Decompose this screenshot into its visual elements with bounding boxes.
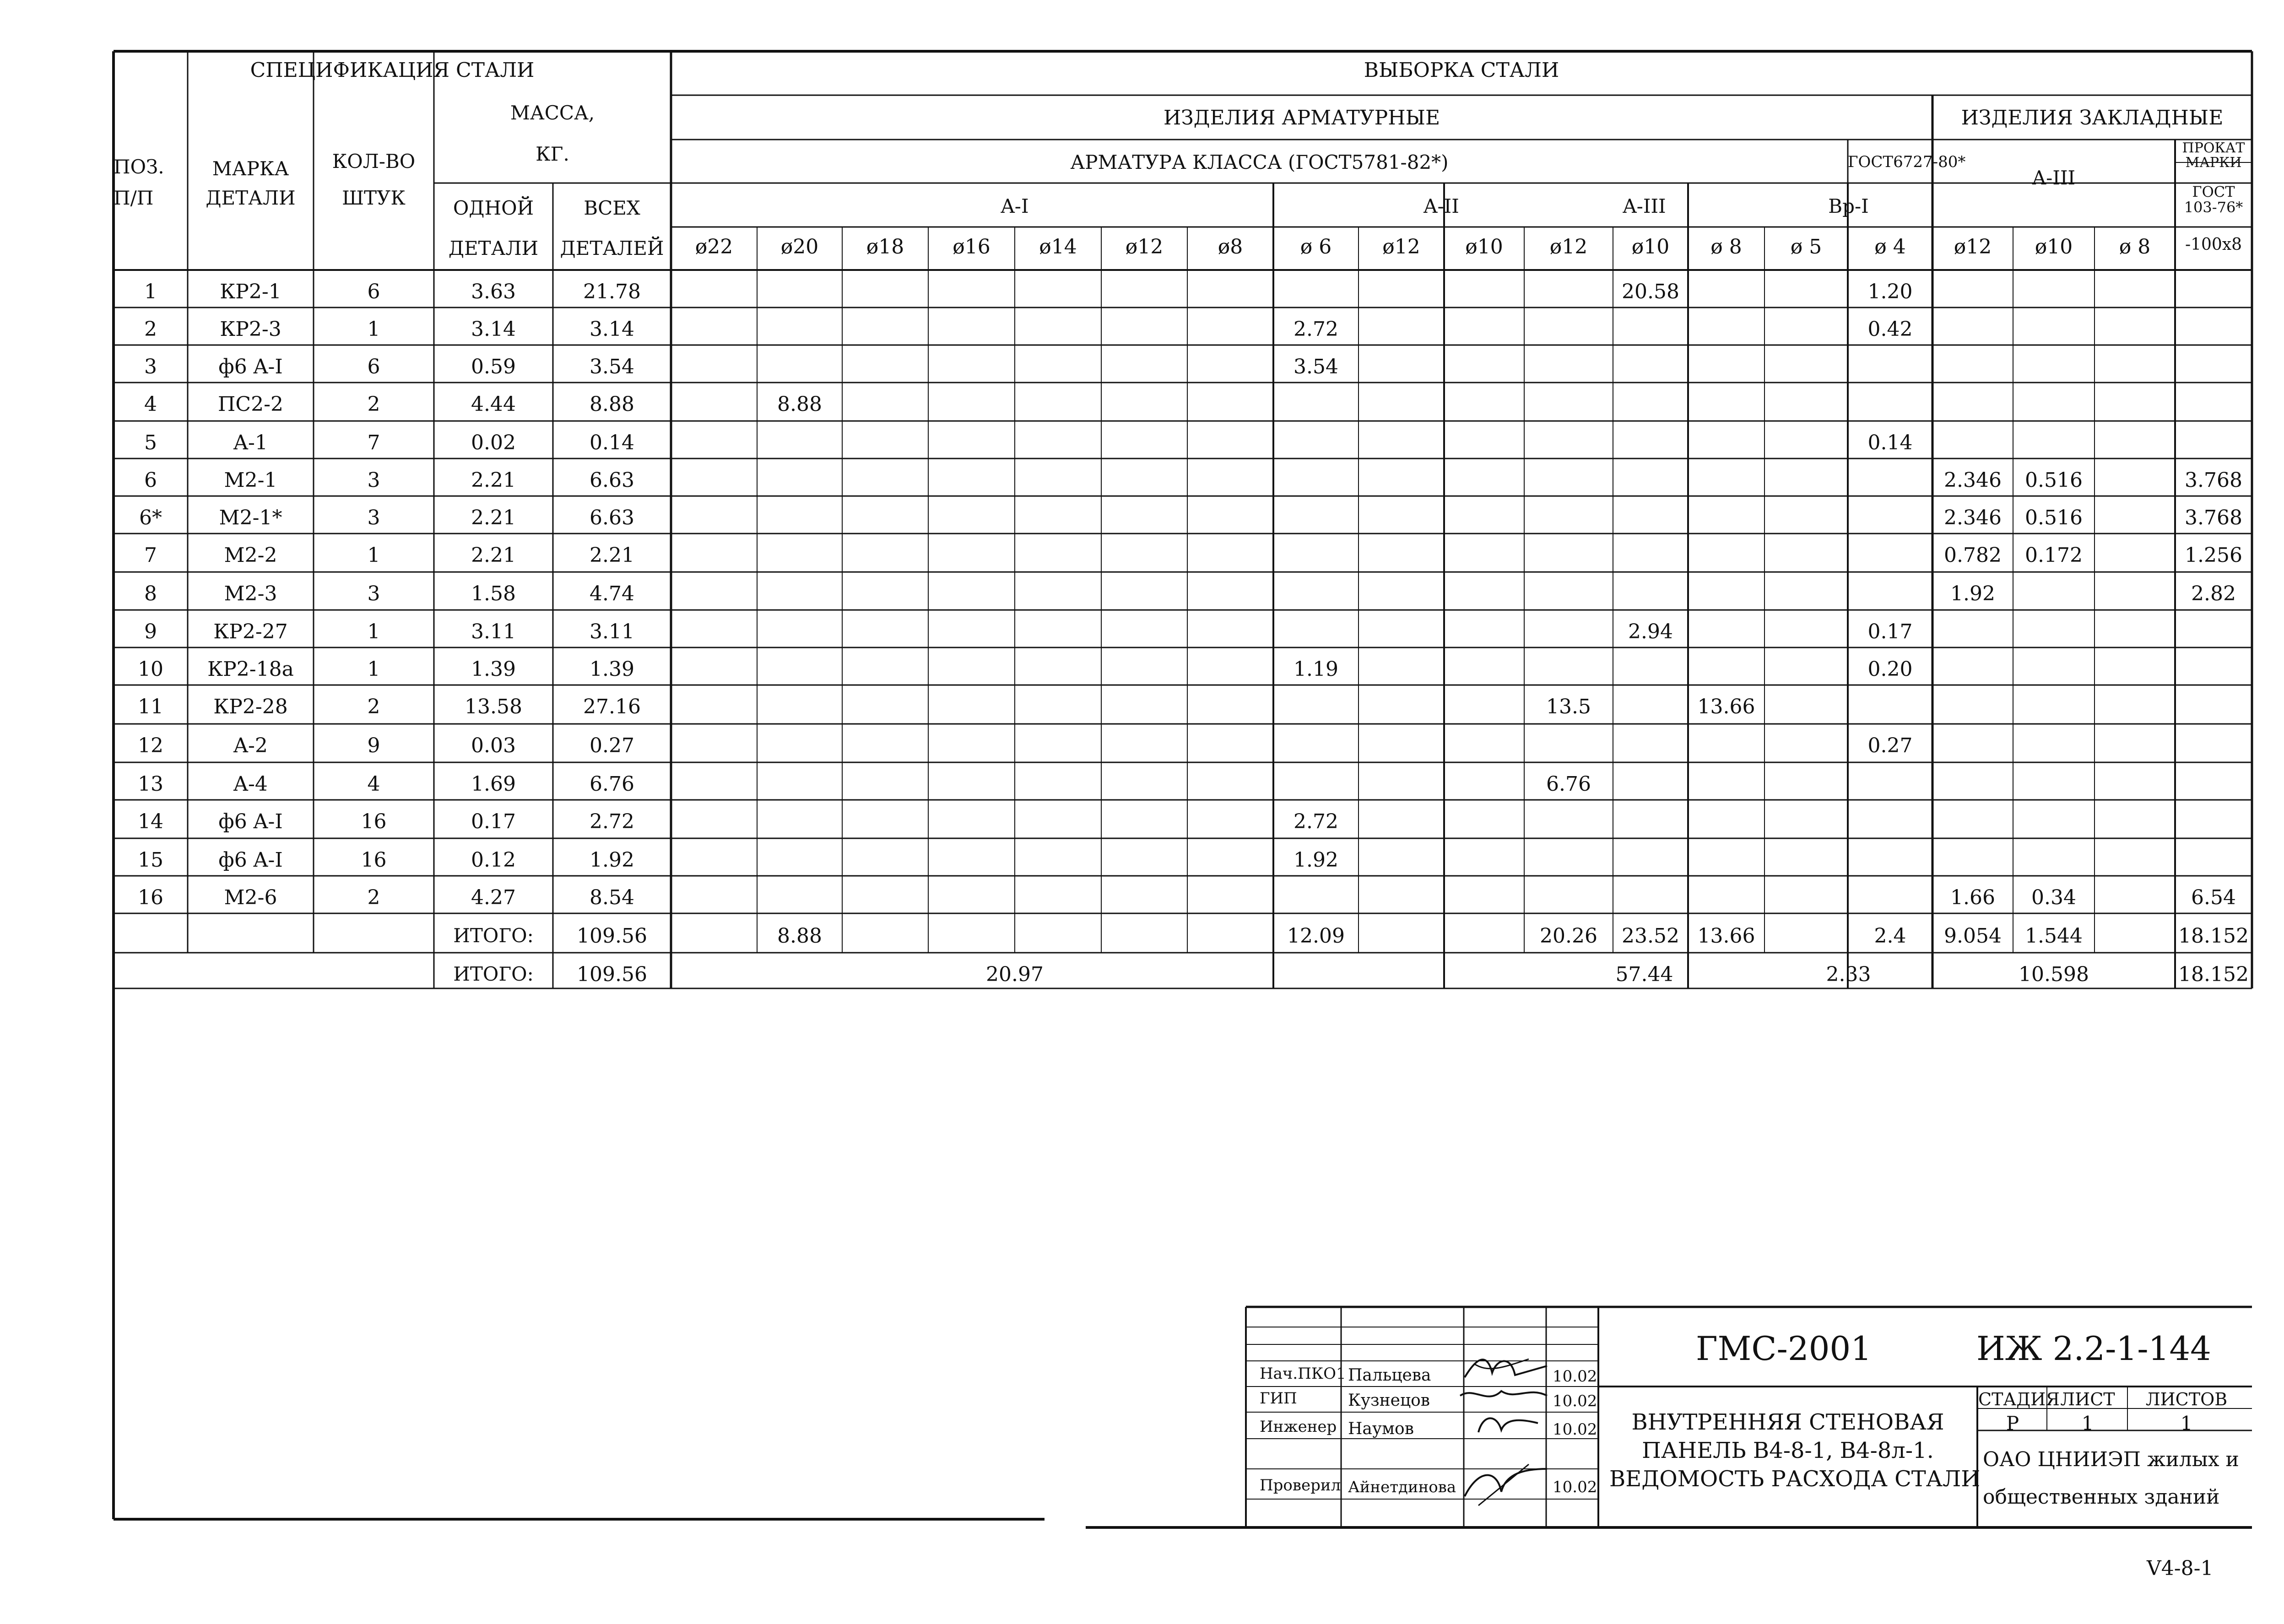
row-4-col-19: 0.14 [1867, 431, 1913, 454]
class-a3: A-III [1623, 195, 1666, 217]
row-4-col-2: 7 [367, 431, 380, 454]
diameter-18: -100x8 [2185, 235, 2242, 254]
total-bp1: 2.33 [1826, 963, 1871, 986]
gost103-label-1: ГОСТ [2192, 183, 2235, 200]
tb-name-1: Пальцева [1348, 1366, 1431, 1385]
col-mark-label-1: МАРКА [212, 157, 289, 180]
row-16-col-21: 0.34 [2031, 886, 2076, 909]
total-a3: 57.44 [1615, 963, 1673, 986]
gost103-label-2: 103-76* [2184, 199, 2243, 216]
row-16-col-4: 8.54 [590, 886, 634, 909]
row-8-col-0: 8 [144, 582, 157, 605]
row-6-col-21: 0.516 [2025, 506, 2083, 529]
org-code: ГМС-2001 [1696, 1329, 1872, 1368]
row-9-col-1: КР2-27 [213, 620, 288, 643]
row-5-col-3: 2.21 [471, 469, 516, 492]
row-5-col-2: 3 [367, 469, 380, 492]
row-13-col-0: 13 [138, 772, 163, 796]
row-5-col-4: 6.63 [590, 469, 634, 492]
row-3-col-0: 4 [144, 393, 157, 416]
stage-value: Р [2006, 1412, 2019, 1435]
row-16-col-1: M2-6 [224, 886, 277, 909]
tb-name-3: Наумов [1348, 1419, 1414, 1438]
row-3-col-6: 8.88 [777, 393, 822, 416]
row-10-col-1: КР2-18а [207, 658, 294, 681]
subtotal-col-15: 9.054 [1944, 924, 2002, 948]
row-13-col-4: 6.76 [590, 772, 634, 796]
tb-name-5: Айнетдинова [1348, 1478, 1456, 1496]
row-15-col-2: 16 [361, 848, 387, 872]
row-11-col-3: 13.58 [465, 695, 522, 718]
row-8-col-23: 2.82 [2191, 582, 2236, 605]
row-12-col-19: 0.27 [1867, 734, 1913, 757]
diameter-2: ø18 [866, 235, 904, 259]
sample-title: ВЫБОРКА СТАЛИ [1364, 59, 1559, 82]
diameter-7: ø 6 [1300, 235, 1332, 259]
sheet-value: 1 [2081, 1412, 2094, 1435]
row-14-col-1: ф6 A-I [218, 810, 283, 833]
row-9-col-16: 2.94 [1628, 620, 1673, 643]
diameter-5: ø12 [1125, 235, 1164, 259]
subtotal-col-12: 13.66 [1697, 924, 1755, 948]
row-6-col-3: 2.21 [471, 506, 516, 529]
col-pos-label-1: ПОЗ. [114, 156, 164, 178]
row-7-col-20: 0.782 [1944, 544, 2002, 567]
row-8-col-4: 4.74 [590, 582, 634, 605]
diameter-9: ø10 [1465, 235, 1503, 259]
row-13-col-15: 6.76 [1546, 772, 1591, 796]
row-15-col-12: 1.92 [1294, 848, 1338, 872]
row-0-col-0: 1 [144, 280, 157, 303]
row-16-col-2: 2 [367, 886, 380, 909]
row-1-col-4: 3.14 [590, 318, 634, 341]
col-all-label-1: ВСЕХ [584, 197, 640, 219]
subtotal-col-14: 2.4 [1874, 924, 1906, 948]
row-2-col-12: 3.54 [1294, 355, 1338, 378]
total-emb-a3: 10.598 [2019, 963, 2089, 986]
diameter-3: ø16 [953, 235, 990, 259]
row-10-col-19: 0.20 [1867, 658, 1913, 681]
row-1-col-1: КР2-3 [220, 318, 281, 341]
signature-3 [1474, 1409, 1543, 1441]
row-1-col-12: 2.72 [1294, 318, 1338, 341]
col-qty-label-1: КОЛ-ВО [332, 150, 416, 173]
row-5-col-20: 2.346 [1944, 469, 2002, 492]
row-11-col-17: 13.66 [1697, 695, 1755, 718]
row-10-col-4: 1.39 [590, 658, 634, 681]
stage-label: СТАДИЯ [1978, 1389, 2060, 1409]
row-5-col-0: 6 [144, 469, 157, 492]
row-11-col-1: КР2-28 [213, 695, 288, 718]
total-a1: 20.97 [986, 963, 1044, 986]
row-10-col-0: 10 [138, 658, 163, 681]
total-label: ИТОГО: [453, 963, 534, 985]
row-7-col-21: 0.172 [2025, 544, 2083, 567]
tb-name-2: Кузнецов [1348, 1391, 1430, 1410]
tb-role-2: ГИП [1260, 1389, 1297, 1408]
total-prokat: 18.152 [2178, 963, 2249, 986]
row-4-col-0: 5 [144, 431, 157, 454]
row-4-col-4: 0.14 [590, 431, 634, 454]
subtotal-col-1: 8.88 [777, 924, 822, 948]
row-0-col-16: 20.58 [1622, 280, 1679, 303]
row-3-col-3: 4.44 [471, 393, 516, 416]
spec-title: СПЕЦИФИКАЦИЯ СТАЛИ [250, 59, 535, 82]
row-12-col-0: 12 [138, 734, 163, 757]
diameter-0: ø22 [695, 235, 733, 259]
row-5-col-23: 3.768 [2185, 469, 2242, 492]
row-15-col-3: 0.12 [471, 848, 516, 872]
org-line-2: общественных зданий [1983, 1485, 2220, 1509]
row-13-col-1: A-4 [233, 772, 268, 796]
col-one-label-1: ОДНОЙ [453, 197, 534, 219]
row-14-col-12: 2.72 [1294, 810, 1338, 833]
diameter-13: ø 5 [1790, 235, 1822, 259]
signature-2 [1456, 1382, 1552, 1409]
row-4-col-3: 0.02 [471, 431, 516, 454]
signature-5 [1460, 1460, 1552, 1510]
subtotal-col-16: 1.544 [2025, 924, 2083, 948]
diameter-16: ø10 [2035, 235, 2073, 259]
row-7-col-3: 2.21 [471, 544, 516, 567]
row-9-col-2: 1 [367, 620, 380, 643]
col-one-label-2: ДЕТАЛИ [448, 237, 539, 259]
page-code: V4-8-1 [2147, 1557, 2214, 1580]
subtotal-col-11: 23.52 [1622, 924, 1679, 948]
tb-role-3: Инженер [1260, 1418, 1337, 1436]
subtotal-col-18: 18.152 [2178, 924, 2249, 948]
row-7-col-4: 2.21 [590, 544, 634, 567]
org-line-1: ОАО ЦНИИЭП жилых и [1983, 1448, 2239, 1471]
gost6727-label: ГОСТ6727-80* [1848, 153, 1966, 171]
row-2-col-1: ф6 A-I [218, 355, 283, 378]
row-8-col-20: 1.92 [1950, 582, 1995, 605]
diameter-1: ø20 [780, 235, 819, 259]
class-a1: A-I [1001, 195, 1029, 217]
row-9-col-3: 3.11 [471, 620, 516, 643]
row-12-col-2: 9 [367, 734, 380, 757]
diameter-6: ø8 [1218, 235, 1243, 259]
arm-class-label: АРМАТУРА КЛАССА (ГОСТ5781-82*) [1070, 151, 1449, 173]
row-1-col-0: 2 [144, 318, 157, 341]
row-9-col-4: 3.11 [590, 620, 634, 643]
row-6-col-4: 6.63 [590, 506, 634, 529]
row-5-col-1: M2-1 [224, 469, 277, 492]
row-9-col-19: 0.17 [1867, 620, 1913, 643]
row-12-col-4: 0.27 [590, 734, 634, 757]
arm-title: ИЗДЕЛИЯ АРМАТУРНЫЕ [1163, 106, 1440, 129]
row-11-col-2: 2 [367, 695, 380, 718]
subtotal-col-7: 12.09 [1287, 924, 1345, 948]
description-line-2: ПАНЕЛЬ В4-8-1, В4-8л-1. [1642, 1438, 1934, 1463]
row-6-col-0: 6* [139, 506, 162, 529]
row-16-col-3: 4.27 [471, 886, 516, 909]
row-4-col-1: A-1 [233, 431, 268, 454]
prokat-label-2: МАРКИ [2185, 155, 2242, 171]
row-8-col-1: M2-3 [224, 582, 277, 605]
row-14-col-3: 0.17 [471, 810, 516, 833]
row-10-col-3: 1.39 [471, 658, 516, 681]
diameter-10: ø12 [1549, 235, 1588, 259]
row-0-col-3: 3.63 [471, 280, 516, 303]
col-all-label-2: ДЕТАЛЕЙ [560, 237, 664, 259]
row-13-col-2: 4 [367, 772, 380, 796]
row-3-col-4: 8.88 [590, 393, 634, 416]
row-10-col-2: 1 [367, 658, 380, 681]
row-0-col-19: 1.20 [1867, 280, 1913, 303]
row-6-col-2: 3 [367, 506, 380, 529]
row-16-col-0: 16 [138, 886, 163, 909]
row-7-col-23: 1.256 [2185, 544, 2242, 567]
tb-date-2: 10.02 [1553, 1392, 1597, 1410]
row-7-col-2: 1 [367, 544, 380, 567]
diameter-8: ø12 [1382, 235, 1420, 259]
diameter-17: ø 8 [2119, 235, 2151, 259]
signature-1 [1460, 1350, 1552, 1387]
sheets-value: 1 [2180, 1412, 2193, 1435]
diameter-12: ø 8 [1710, 235, 1742, 259]
col-pos-label-2: П/П [114, 187, 154, 209]
class-a2: A-II [1423, 195, 1459, 217]
diameter-14: ø 4 [1874, 235, 1906, 259]
row-2-col-3: 0.59 [471, 355, 516, 378]
row-6-col-20: 2.346 [1944, 506, 2002, 529]
row-15-col-4: 1.92 [590, 848, 634, 872]
row-2-col-4: 3.54 [590, 355, 634, 378]
col-mass-label-2: КГ. [536, 143, 569, 165]
row-1-col-3: 3.14 [471, 318, 516, 341]
row-13-col-3: 1.69 [471, 772, 516, 796]
sheets-label: ЛИСТОВ [2145, 1389, 2228, 1409]
total-total: 109.56 [577, 963, 647, 986]
sheet-label: ЛИСТ [2060, 1389, 2115, 1409]
row-0-col-4: 21.78 [583, 280, 641, 303]
row-16-col-23: 6.54 [2191, 886, 2236, 909]
class-emb-a3: A-III [2032, 167, 2076, 189]
row-14-col-2: 16 [361, 810, 387, 833]
row-16-col-20: 1.66 [1950, 886, 1995, 909]
tb-date-3: 10.02 [1553, 1420, 1597, 1439]
diameter-11: ø10 [1631, 235, 1670, 259]
row-11-col-4: 27.16 [583, 695, 641, 718]
row-15-col-1: ф6 A-I [218, 848, 283, 872]
tb-date-1: 10.02 [1553, 1367, 1597, 1386]
row-3-col-1: ПС2-2 [218, 393, 283, 416]
description-line-1: ВНУТРЕННЯЯ СТЕНОВАЯ [1631, 1409, 1944, 1435]
row-1-col-2: 1 [367, 318, 380, 341]
row-0-col-1: КР2-1 [220, 280, 281, 303]
row-3-col-2: 2 [367, 393, 380, 416]
row-12-col-1: A-2 [233, 734, 268, 757]
row-11-col-0: 11 [138, 695, 163, 718]
row-8-col-2: 3 [367, 582, 380, 605]
subtotal-label: ИТОГО: [453, 924, 534, 947]
row-7-col-1: M2-2 [224, 544, 277, 567]
diameter-4: ø14 [1039, 235, 1077, 259]
doc-code: ИЖ 2.2-1-144 [1976, 1329, 2211, 1368]
row-12-col-3: 0.03 [471, 734, 516, 757]
row-6-col-1: M2-1* [219, 506, 282, 529]
row-2-col-0: 3 [144, 355, 157, 378]
row-10-col-12: 1.19 [1294, 658, 1338, 681]
class-bp1: Bp-I [1828, 195, 1869, 217]
emb-title: ИЗДЕЛИЯ ЗАКЛАДНЫЕ [1961, 106, 2224, 129]
row-6-col-23: 3.768 [2185, 506, 2242, 529]
row-0-col-2: 6 [367, 280, 380, 303]
subtotal-total: 109.56 [577, 924, 647, 948]
row-8-col-3: 1.58 [471, 582, 516, 605]
row-5-col-21: 0.516 [2025, 469, 2083, 492]
diameter-15: ø12 [1954, 235, 1992, 259]
row-1-col-19: 0.42 [1867, 318, 1913, 341]
prokat-label-1: ПРОКАТ [2182, 140, 2245, 156]
col-mark-label-2: ДЕТАЛИ [206, 187, 296, 209]
row-2-col-2: 6 [367, 355, 380, 378]
subtotal-col-10: 20.26 [1540, 924, 1597, 948]
tb-date-5: 10.02 [1553, 1478, 1597, 1496]
row-9-col-0: 9 [144, 620, 157, 643]
description-line-3: ВЕДОМОСТЬ РАСХОДА СТАЛИ [1609, 1466, 1981, 1492]
tb-role-1: Нач.ПКО1 [1260, 1365, 1346, 1383]
row-14-col-0: 14 [138, 810, 163, 833]
row-14-col-4: 2.72 [590, 810, 634, 833]
row-11-col-15: 13.5 [1546, 695, 1591, 718]
col-mass-label-1: МАССА, [510, 102, 595, 124]
row-7-col-0: 7 [144, 544, 157, 567]
row-15-col-0: 15 [138, 848, 163, 872]
col-qty-label-2: ШТУК [342, 187, 406, 209]
tb-role-5: Проверил [1260, 1476, 1341, 1495]
